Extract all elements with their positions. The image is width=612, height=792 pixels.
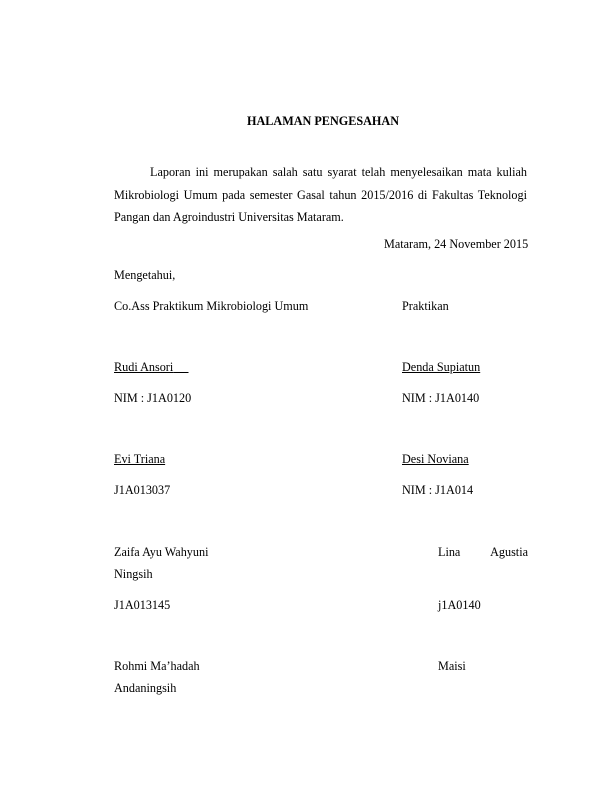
signatory-2-left-name: Evi Triana [114, 452, 166, 466]
signatory-1-right-id: NIM : J1A0140 [402, 391, 480, 405]
acknowledged-label: Mengetahui, [114, 268, 176, 282]
signatory-3-left-name-line2: Ningsih [114, 567, 153, 581]
place-date: Mataram, 24 November 2015 [384, 237, 529, 251]
signatory-1-right-name: Denda Supiatun [402, 360, 481, 374]
signatory-3-right-id: j1A0140 [438, 598, 481, 612]
signatory-4-left-name-line1: Rohmi Ma’hadah [114, 659, 200, 673]
signatory-4-left-name-line2: Andaningsih [114, 681, 177, 695]
page-title: HALAMAN PENGESAHAN [247, 114, 400, 128]
left-heading: Co.Ass Praktikum Mikrobiologi Umum [114, 299, 309, 313]
signatory-3-right-name-word2: Agustia [490, 545, 528, 559]
approval-paragraph: Laporan ini merupakan salah satu syarat telah menyelesaikan mata kuliah Mikrobiologi Umum pada semester Gasal tahun 2015/2016 di Fakultas Teknologi Pangan dan Agroindustri Universitas Mataram. [114, 165, 527, 224]
signatory-3-right-name [438, 545, 528, 559]
right-heading: Praktikan [402, 299, 449, 313]
signatory-2-left-id: J1A013037 [114, 483, 171, 497]
signatory-3-right-name-word1: Lina [438, 545, 461, 559]
signatory-1-left-id: NIM : J1A0120 [114, 391, 192, 405]
signatory-1-left-name: Rudi Ansori [114, 360, 174, 374]
signatory-2-right-name: Desi Noviana [402, 452, 469, 466]
signatory-2-right-id: NIM : J1A014 [402, 483, 474, 497]
signatory-4-right-name: Maisi [438, 659, 466, 673]
signatory-3-left-id: J1A013145 [114, 598, 171, 612]
signatory-3-left-name-line1: Zaifa Ayu Wahyuni [114, 545, 209, 559]
